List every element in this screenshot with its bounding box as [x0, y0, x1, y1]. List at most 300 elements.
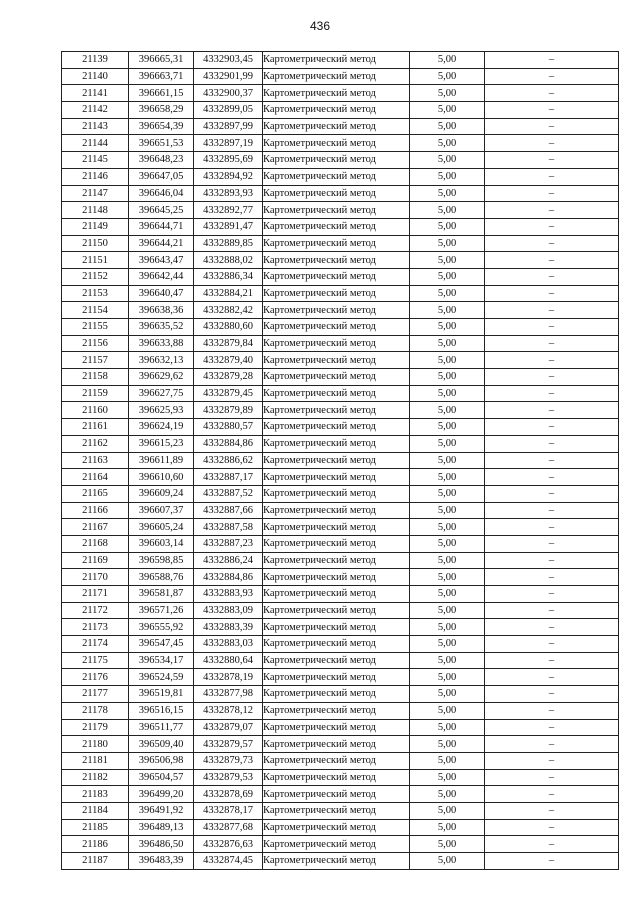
y-coordinate-cell: 4332876,63 — [194, 836, 263, 853]
method-cell: Картометрический метод — [263, 502, 410, 519]
point-number-cell: 21167 — [62, 519, 129, 536]
accuracy-cell: 5,00 — [410, 85, 485, 102]
point-number-cell: 21178 — [62, 702, 129, 719]
accuracy-cell: 5,00 — [410, 569, 485, 586]
point-number-cell: 21148 — [62, 202, 129, 219]
y-coordinate-cell: 4332892,77 — [194, 202, 263, 219]
method-cell: Картометрический метод — [263, 202, 410, 219]
point-number-cell: 21171 — [62, 586, 129, 603]
accuracy-cell: 5,00 — [410, 252, 485, 269]
point-number-cell: 21183 — [62, 786, 129, 803]
accuracy-cell: 5,00 — [410, 686, 485, 703]
point-number-cell: 21181 — [62, 752, 129, 769]
table-row — [62, 752, 619, 769]
y-coordinate-cell: 4332893,93 — [194, 185, 263, 202]
note-cell: – — [485, 235, 619, 252]
point-number-cell: 21175 — [62, 652, 129, 669]
note-cell: – — [485, 702, 619, 719]
note-cell: – — [485, 586, 619, 603]
x-coordinate-cell: 396632,13 — [129, 352, 194, 369]
accuracy-cell: 5,00 — [410, 519, 485, 536]
accuracy-cell: 5,00 — [410, 335, 485, 352]
table-row — [62, 335, 619, 352]
note-cell: – — [485, 285, 619, 302]
note-cell: – — [485, 469, 619, 486]
note-cell: – — [485, 135, 619, 152]
table-row — [62, 85, 619, 102]
x-coordinate-cell: 396654,39 — [129, 118, 194, 135]
accuracy-cell: 5,00 — [410, 602, 485, 619]
method-cell: Картометрический метод — [263, 786, 410, 803]
table-row — [62, 102, 619, 119]
table-row — [62, 736, 619, 753]
table-row — [62, 636, 619, 653]
accuracy-cell: 5,00 — [410, 786, 485, 803]
x-coordinate-cell: 396644,21 — [129, 235, 194, 252]
method-cell: Картометрический метод — [263, 452, 410, 469]
y-coordinate-cell: 4332900,37 — [194, 85, 263, 102]
accuracy-cell: 5,00 — [410, 218, 485, 235]
point-number-cell: 21179 — [62, 719, 129, 736]
x-coordinate-cell: 396489,13 — [129, 819, 194, 836]
y-coordinate-cell: 4332887,58 — [194, 519, 263, 536]
y-coordinate-cell: 4332884,86 — [194, 569, 263, 586]
table-row — [62, 218, 619, 235]
method-cell: Картометрический метод — [263, 335, 410, 352]
x-coordinate-cell: 396644,71 — [129, 218, 194, 235]
table-row — [62, 535, 619, 552]
accuracy-cell: 5,00 — [410, 485, 485, 502]
accuracy-cell: 5,00 — [410, 819, 485, 836]
table-row — [62, 586, 619, 603]
table-row — [62, 152, 619, 169]
x-coordinate-cell: 396588,76 — [129, 569, 194, 586]
x-coordinate-cell: 396603,14 — [129, 535, 194, 552]
y-coordinate-cell: 4332886,62 — [194, 452, 263, 469]
x-coordinate-cell: 396663,71 — [129, 68, 194, 85]
table-row — [62, 652, 619, 669]
accuracy-cell: 5,00 — [410, 52, 485, 69]
point-number-cell: 21161 — [62, 419, 129, 436]
table-row — [62, 268, 619, 285]
method-cell: Картометрический метод — [263, 769, 410, 786]
y-coordinate-cell: 4332884,21 — [194, 285, 263, 302]
note-cell: – — [485, 252, 619, 269]
y-coordinate-cell: 4332874,45 — [194, 853, 263, 870]
note-cell: – — [485, 836, 619, 853]
method-cell: Картометрический метод — [263, 535, 410, 552]
accuracy-cell: 5,00 — [410, 302, 485, 319]
note-cell: – — [485, 519, 619, 536]
table-row — [62, 819, 619, 836]
accuracy-cell: 5,00 — [410, 118, 485, 135]
y-coordinate-cell: 4332899,05 — [194, 102, 263, 119]
point-number-cell: 21165 — [62, 485, 129, 502]
point-number-cell: 21151 — [62, 252, 129, 269]
x-coordinate-cell: 396511,77 — [129, 719, 194, 736]
note-cell: – — [485, 786, 619, 803]
point-number-cell: 21163 — [62, 452, 129, 469]
y-coordinate-cell: 4332884,86 — [194, 435, 263, 452]
y-coordinate-cell: 4332879,57 — [194, 736, 263, 753]
note-cell: – — [485, 686, 619, 703]
accuracy-cell: 5,00 — [410, 802, 485, 819]
method-cell: Картометрический метод — [263, 619, 410, 636]
table-row — [62, 802, 619, 819]
x-coordinate-cell: 396635,52 — [129, 319, 194, 336]
accuracy-cell: 5,00 — [410, 268, 485, 285]
point-number-cell: 21149 — [62, 218, 129, 235]
x-coordinate-cell: 396642,44 — [129, 268, 194, 285]
table-row — [62, 369, 619, 386]
method-cell: Картометрический метод — [263, 485, 410, 502]
accuracy-cell: 5,00 — [410, 552, 485, 569]
accuracy-cell: 5,00 — [410, 452, 485, 469]
y-coordinate-cell: 4332879,45 — [194, 385, 263, 402]
note-cell: – — [485, 218, 619, 235]
y-coordinate-cell: 4332886,24 — [194, 552, 263, 569]
method-cell: Картометрический метод — [263, 419, 410, 436]
note-cell: – — [485, 402, 619, 419]
point-number-cell: 21162 — [62, 435, 129, 452]
method-cell: Картометрический метод — [263, 168, 410, 185]
method-cell: Картометрический метод — [263, 118, 410, 135]
method-cell: Картометрический метод — [263, 135, 410, 152]
table-row — [62, 786, 619, 803]
table-row — [62, 719, 619, 736]
point-number-cell: 21153 — [62, 285, 129, 302]
point-number-cell: 21169 — [62, 552, 129, 569]
accuracy-cell: 5,00 — [410, 719, 485, 736]
y-coordinate-cell: 4332886,34 — [194, 268, 263, 285]
y-coordinate-cell: 4332878,17 — [194, 802, 263, 819]
x-coordinate-cell: 396483,39 — [129, 853, 194, 870]
note-cell: – — [485, 268, 619, 285]
x-coordinate-cell: 396665,31 — [129, 52, 194, 69]
x-coordinate-cell: 396661,15 — [129, 85, 194, 102]
y-coordinate-cell: 4332880,60 — [194, 319, 263, 336]
method-cell: Картометрический метод — [263, 285, 410, 302]
method-cell: Картометрический метод — [263, 802, 410, 819]
y-coordinate-cell: 4332879,73 — [194, 752, 263, 769]
y-coordinate-cell: 4332883,93 — [194, 586, 263, 603]
accuracy-cell: 5,00 — [410, 752, 485, 769]
table-row — [62, 185, 619, 202]
point-number-cell: 21141 — [62, 85, 129, 102]
table-row — [62, 68, 619, 85]
x-coordinate-cell: 396607,37 — [129, 502, 194, 519]
y-coordinate-cell: 4332878,69 — [194, 786, 263, 803]
method-cell: Картометрический метод — [263, 352, 410, 369]
note-cell: – — [485, 502, 619, 519]
table-row — [62, 469, 619, 486]
method-cell: Картометрический метод — [263, 85, 410, 102]
x-coordinate-cell: 396658,29 — [129, 102, 194, 119]
y-coordinate-cell: 4332888,02 — [194, 252, 263, 269]
note-cell: – — [485, 636, 619, 653]
method-cell: Картометрический метод — [263, 469, 410, 486]
method-cell: Картометрический метод — [263, 385, 410, 402]
note-cell: – — [485, 802, 619, 819]
y-coordinate-cell: 4332897,19 — [194, 135, 263, 152]
method-cell: Картометрический метод — [263, 185, 410, 202]
point-number-cell: 21154 — [62, 302, 129, 319]
x-coordinate-cell: 396571,26 — [129, 602, 194, 619]
method-cell: Картометрический метод — [263, 435, 410, 452]
point-number-cell: 21139 — [62, 52, 129, 69]
y-coordinate-cell: 4332882,42 — [194, 302, 263, 319]
y-coordinate-cell: 4332879,28 — [194, 369, 263, 386]
method-cell: Картометрический метод — [263, 218, 410, 235]
x-coordinate-cell: 396605,24 — [129, 519, 194, 536]
table-row — [62, 319, 619, 336]
note-cell: – — [485, 752, 619, 769]
accuracy-cell: 5,00 — [410, 235, 485, 252]
method-cell: Картометрический метод — [263, 836, 410, 853]
x-coordinate-cell: 396647,05 — [129, 168, 194, 185]
note-cell: – — [485, 168, 619, 185]
accuracy-cell: 5,00 — [410, 769, 485, 786]
y-coordinate-cell: 4332887,17 — [194, 469, 263, 486]
x-coordinate-cell: 396629,62 — [129, 369, 194, 386]
note-cell: – — [485, 352, 619, 369]
accuracy-cell: 5,00 — [410, 636, 485, 653]
method-cell: Картометрический метод — [263, 636, 410, 653]
point-number-cell: 21143 — [62, 118, 129, 135]
point-number-cell: 21180 — [62, 736, 129, 753]
accuracy-cell: 5,00 — [410, 369, 485, 386]
x-coordinate-cell: 396646,04 — [129, 185, 194, 202]
y-coordinate-cell: 4332883,03 — [194, 636, 263, 653]
table-row — [62, 702, 619, 719]
point-number-cell: 21158 — [62, 369, 129, 386]
x-coordinate-cell: 396581,87 — [129, 586, 194, 603]
point-number-cell: 21176 — [62, 669, 129, 686]
x-coordinate-cell: 396499,20 — [129, 786, 194, 803]
table-row — [62, 252, 619, 269]
y-coordinate-cell: 4332887,52 — [194, 485, 263, 502]
y-coordinate-cell: 4332879,84 — [194, 335, 263, 352]
table-row — [62, 435, 619, 452]
note-cell: – — [485, 85, 619, 102]
point-number-cell: 21182 — [62, 769, 129, 786]
table-row — [62, 502, 619, 519]
table-row — [62, 769, 619, 786]
accuracy-cell: 5,00 — [410, 836, 485, 853]
table-row — [62, 302, 619, 319]
accuracy-cell: 5,00 — [410, 669, 485, 686]
point-number-cell: 21146 — [62, 168, 129, 185]
accuracy-cell: 5,00 — [410, 168, 485, 185]
x-coordinate-cell: 396643,47 — [129, 252, 194, 269]
y-coordinate-cell: 4332879,07 — [194, 719, 263, 736]
point-number-cell: 21184 — [62, 802, 129, 819]
point-number-cell: 21144 — [62, 135, 129, 152]
note-cell: – — [485, 719, 619, 736]
accuracy-cell: 5,00 — [410, 285, 485, 302]
x-coordinate-cell: 396598,85 — [129, 552, 194, 569]
note-cell: – — [485, 419, 619, 436]
x-coordinate-cell: 396509,40 — [129, 736, 194, 753]
y-coordinate-cell: 4332887,66 — [194, 502, 263, 519]
note-cell: – — [485, 335, 619, 352]
table-row — [62, 552, 619, 569]
x-coordinate-cell: 396625,93 — [129, 402, 194, 419]
method-cell: Картометрический метод — [263, 68, 410, 85]
method-cell: Картометрический метод — [263, 752, 410, 769]
method-cell: Картометрический метод — [263, 686, 410, 703]
point-number-cell: 21140 — [62, 68, 129, 85]
accuracy-cell: 5,00 — [410, 68, 485, 85]
accuracy-cell: 5,00 — [410, 619, 485, 636]
x-coordinate-cell: 396648,23 — [129, 152, 194, 169]
method-cell: Картометрический метод — [263, 669, 410, 686]
y-coordinate-cell: 4332901,99 — [194, 68, 263, 85]
point-number-cell: 21174 — [62, 636, 129, 653]
x-coordinate-cell: 396504,57 — [129, 769, 194, 786]
table-row — [62, 118, 619, 135]
note-cell: – — [485, 369, 619, 386]
y-coordinate-cell: 4332883,39 — [194, 619, 263, 636]
method-cell: Картометрический метод — [263, 252, 410, 269]
accuracy-cell: 5,00 — [410, 652, 485, 669]
accuracy-cell: 5,00 — [410, 385, 485, 402]
table-row — [62, 285, 619, 302]
note-cell: – — [485, 669, 619, 686]
method-cell: Картометрический метод — [263, 152, 410, 169]
x-coordinate-cell: 396609,24 — [129, 485, 194, 502]
accuracy-cell: 5,00 — [410, 352, 485, 369]
table-row — [62, 853, 619, 870]
accuracy-cell: 5,00 — [410, 419, 485, 436]
accuracy-cell: 5,00 — [410, 469, 485, 486]
method-cell: Картометрический метод — [263, 736, 410, 753]
note-cell: – — [485, 602, 619, 619]
note-cell: – — [485, 652, 619, 669]
point-number-cell: 21157 — [62, 352, 129, 369]
accuracy-cell: 5,00 — [410, 853, 485, 870]
y-coordinate-cell: 4332879,89 — [194, 402, 263, 419]
method-cell: Картометрический метод — [263, 402, 410, 419]
note-cell: – — [485, 435, 619, 452]
table-row — [62, 569, 619, 586]
y-coordinate-cell: 4332877,98 — [194, 686, 263, 703]
note-cell: – — [485, 853, 619, 870]
point-number-cell: 21147 — [62, 185, 129, 202]
table-row — [62, 385, 619, 402]
x-coordinate-cell: 396534,17 — [129, 652, 194, 669]
note-cell: – — [485, 202, 619, 219]
note-cell: – — [485, 535, 619, 552]
point-number-cell: 21170 — [62, 569, 129, 586]
table-row — [62, 485, 619, 502]
method-cell: Картометрический метод — [263, 819, 410, 836]
x-coordinate-cell: 396640,47 — [129, 285, 194, 302]
accuracy-cell: 5,00 — [410, 319, 485, 336]
y-coordinate-cell: 4332889,85 — [194, 235, 263, 252]
point-number-cell: 21187 — [62, 853, 129, 870]
coordinates-table-body — [62, 52, 619, 870]
point-number-cell: 21160 — [62, 402, 129, 419]
x-coordinate-cell: 396651,53 — [129, 135, 194, 152]
table-row — [62, 619, 619, 636]
y-coordinate-cell: 4332880,64 — [194, 652, 263, 669]
table-row — [62, 602, 619, 619]
accuracy-cell: 5,00 — [410, 135, 485, 152]
table-row — [62, 168, 619, 185]
y-coordinate-cell: 4332891,47 — [194, 218, 263, 235]
accuracy-cell: 5,00 — [410, 535, 485, 552]
method-cell: Картометрический метод — [263, 602, 410, 619]
y-coordinate-cell: 4332878,12 — [194, 702, 263, 719]
method-cell: Картометрический метод — [263, 235, 410, 252]
method-cell: Картометрический метод — [263, 853, 410, 870]
point-number-cell: 21155 — [62, 319, 129, 336]
x-coordinate-cell: 396645,25 — [129, 202, 194, 219]
point-number-cell: 21142 — [62, 102, 129, 119]
accuracy-cell: 5,00 — [410, 185, 485, 202]
x-coordinate-cell: 396547,45 — [129, 636, 194, 653]
y-coordinate-cell: 4332883,09 — [194, 602, 263, 619]
point-number-cell: 21177 — [62, 686, 129, 703]
note-cell: – — [485, 736, 619, 753]
x-coordinate-cell: 396491,92 — [129, 802, 194, 819]
accuracy-cell: 5,00 — [410, 502, 485, 519]
y-coordinate-cell: 4332903,45 — [194, 52, 263, 69]
note-cell: – — [485, 819, 619, 836]
x-coordinate-cell: 396519,81 — [129, 686, 194, 703]
x-coordinate-cell: 396624,19 — [129, 419, 194, 436]
point-number-cell: 21185 — [62, 819, 129, 836]
method-cell: Картометрический метод — [263, 586, 410, 603]
note-cell: – — [485, 118, 619, 135]
x-coordinate-cell: 396633,88 — [129, 335, 194, 352]
point-number-cell: 21164 — [62, 469, 129, 486]
coordinates-table — [61, 51, 619, 870]
table-row — [62, 402, 619, 419]
accuracy-cell: 5,00 — [410, 152, 485, 169]
y-coordinate-cell: 4332877,68 — [194, 819, 263, 836]
method-cell: Картометрический метод — [263, 369, 410, 386]
method-cell: Картометрический метод — [263, 319, 410, 336]
method-cell: Картометрический метод — [263, 719, 410, 736]
note-cell: – — [485, 319, 619, 336]
y-coordinate-cell: 4332880,57 — [194, 419, 263, 436]
accuracy-cell: 5,00 — [410, 202, 485, 219]
page-number: 436 — [309, 19, 331, 33]
table-row — [62, 419, 619, 436]
table-row — [62, 669, 619, 686]
point-number-cell: 21166 — [62, 502, 129, 519]
point-number-cell: 21156 — [62, 335, 129, 352]
note-cell: – — [485, 485, 619, 502]
note-cell: – — [485, 769, 619, 786]
x-coordinate-cell: 396627,75 — [129, 385, 194, 402]
note-cell: – — [485, 552, 619, 569]
y-coordinate-cell: 4332894,92 — [194, 168, 263, 185]
accuracy-cell: 5,00 — [410, 702, 485, 719]
method-cell: Картометрический метод — [263, 52, 410, 69]
method-cell: Картометрический метод — [263, 519, 410, 536]
note-cell: – — [485, 52, 619, 69]
method-cell: Картометрический метод — [263, 702, 410, 719]
y-coordinate-cell: 4332887,23 — [194, 535, 263, 552]
point-number-cell: 21168 — [62, 535, 129, 552]
note-cell: – — [485, 185, 619, 202]
method-cell: Картометрический метод — [263, 102, 410, 119]
note-cell: – — [485, 152, 619, 169]
method-cell: Картометрический метод — [263, 552, 410, 569]
